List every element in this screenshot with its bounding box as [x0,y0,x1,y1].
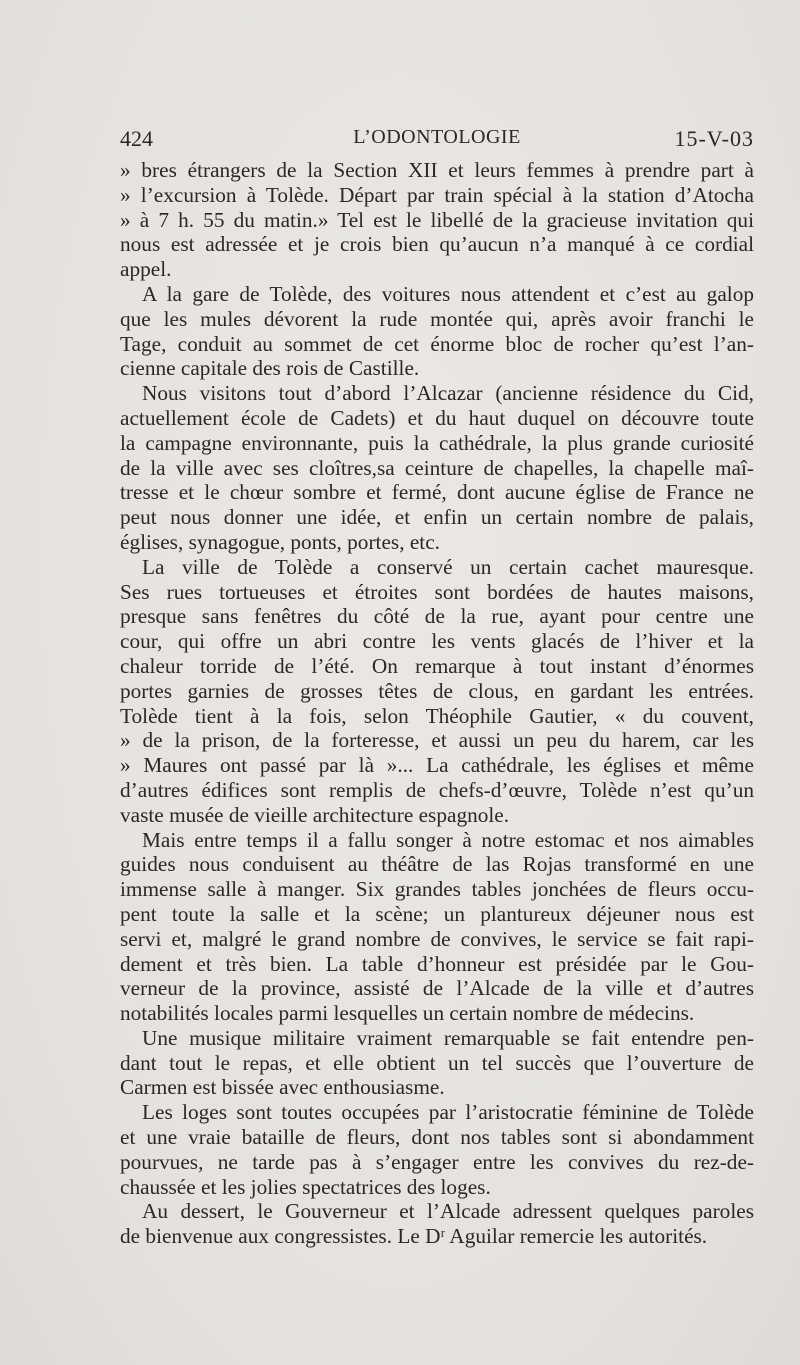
text-line: Tolède tient à la fois, selon Théophile Gautier, « du couvent, [120,703,754,728]
text-line: tresse et le chœur sombre et fermé, dont aucune église de France ne [120,480,754,505]
paragraph [120,1199,754,1249]
text-line: dant tout le repas, et elle obtient un tel succès que l’ouverture de [120,1050,754,1075]
text-line: vaste musée de vieille architecture espagnole. [120,802,510,827]
text-line: portes garnies de grosses têtes de clous, en gardant les entrées. [120,678,754,703]
text-line: et une vraie bataille de fleurs, dont nos tables sont si abondamment [120,1125,754,1150]
text-line: presque sans fenêtres du côté de la rue, ayant pour centre une [120,604,754,629]
text-line: » bres étrangers de la Section XII et leurs femmes à prendre part à [120,158,754,182]
text-line: guides nous conduisent au théâtre de las Rojas transformé en une [120,852,754,877]
text-line: notabilités locales parmi lesquelles un certain nombre de médecins. [120,1001,695,1026]
text-line: servi et, malgré le grand nombre de convives, le service se fait rapi- [120,926,754,951]
text-line: nous est adressée et je crois bien qu’aucun n’a manqué à ce cordial [120,232,754,257]
body-text [120,158,754,1249]
text-line: immense salle à manger. Six grandes tables jonchées de fleurs occu- [120,877,754,902]
text-line: cienne capitale des rois de Castille. [120,356,420,381]
text-line: chaleur torride de l’été. On remarque à tout instant d’énormes [120,653,754,678]
text-line: pourvues, ne tarde pas à s’engager entre les convives du rez-de- [120,1149,754,1174]
text-line: » à 7 h. 55 du matin.» Tel est le libellé de la gracieuse invitation qui [120,207,754,232]
text-line: chaussée et les jolies spectatrices des loges. [120,1174,491,1199]
running-header [120,126,754,154]
page-number: 424 [120,126,153,151]
text-line: d’autres édifices sont remplis de chefs-d’œuvre, Tolède n’est qu’un [120,777,754,802]
text-line: Mais entre temps il a fallu songer à notre estomac et nos aimables [142,827,754,852]
paragraph [120,828,754,1026]
text-line: actuellement école de Cadets) et du haut duquel on découvre toute [120,405,754,430]
text-line: Carmen est bissée avec enthousiasme. [120,1075,445,1100]
text-line: peut nous donner une idée, et enfin un certain nombre de palais, [120,505,754,530]
paragraph [120,282,754,381]
paragraph [120,381,754,555]
text-line: verneur de la province, assisté de l’Alcade de la ville et d’autres [120,976,754,1001]
text-line: Tage, conduit au sommet de cet énorme bloc de rocher qu’est l’an- [120,331,754,356]
paragraph [120,158,754,282]
text-line: cour, qui offre un abri contre les vents glacés de l’hiver et la [120,629,754,654]
text-line: Ses rues tortueuses et étroites sont bordées de hautes maisons, [120,579,754,604]
paragraph [120,555,754,828]
text-line: » Maures ont passé par là »... La cathédrale, les églises et même [120,753,754,778]
paragraph [120,1100,754,1199]
paragraph [120,1026,754,1100]
text-line: pent toute la salle et la scène; un plantureux déjeuner nous est [120,901,754,926]
text-line: que les mules dévorent la rude montée qui, après avoir franchi le [120,306,754,331]
text-line: Une musique militaire vraiment remarquable se fait entendre pen- [142,1025,754,1050]
running-title: L’ODONTOLOGIE [353,126,521,148]
text-line: Nous visitons tout d’abord l’Alcazar (ancienne résidence du Cid, [142,381,754,406]
text-line: appel. [120,257,172,282]
text-line: dement et très bien. La table d’honneur est présidée par le Gou- [120,951,754,976]
text-line: de bienvenue aux congressistes. Le Dʳ Aguilar remercie les autorités. [120,1224,708,1249]
issue-date: 15-V-03 [674,126,754,151]
text-line: La ville de Tolède a conservé un certain cachet mauresque. [142,554,754,579]
text-line: de la ville avec ses cloîtres,sa ceinture de chapelles, la chapelle maî- [120,455,754,480]
text-line: Au dessert, le Gouverneur et l’Alcade adressent quelques paroles [142,1199,754,1224]
text-line: églises, synagogue, ponts, portes, etc. [120,529,440,554]
text-line: A la gare de Tolède, des voitures nous attendent et c’est au galop [142,281,754,306]
text-line: » l’excursion à Tolède. Départ par train spécial à la station d’Atocha [120,182,754,207]
text-line: la campagne environnante, puis la cathédrale, la plus grande curiosité [120,430,754,455]
text-line: » de la prison, de la forteresse, et aussi un peu du harem, car les [120,728,754,753]
text-line: Les loges sont toutes occupées par l’aristocratie féminine de Tolède [142,1100,754,1125]
